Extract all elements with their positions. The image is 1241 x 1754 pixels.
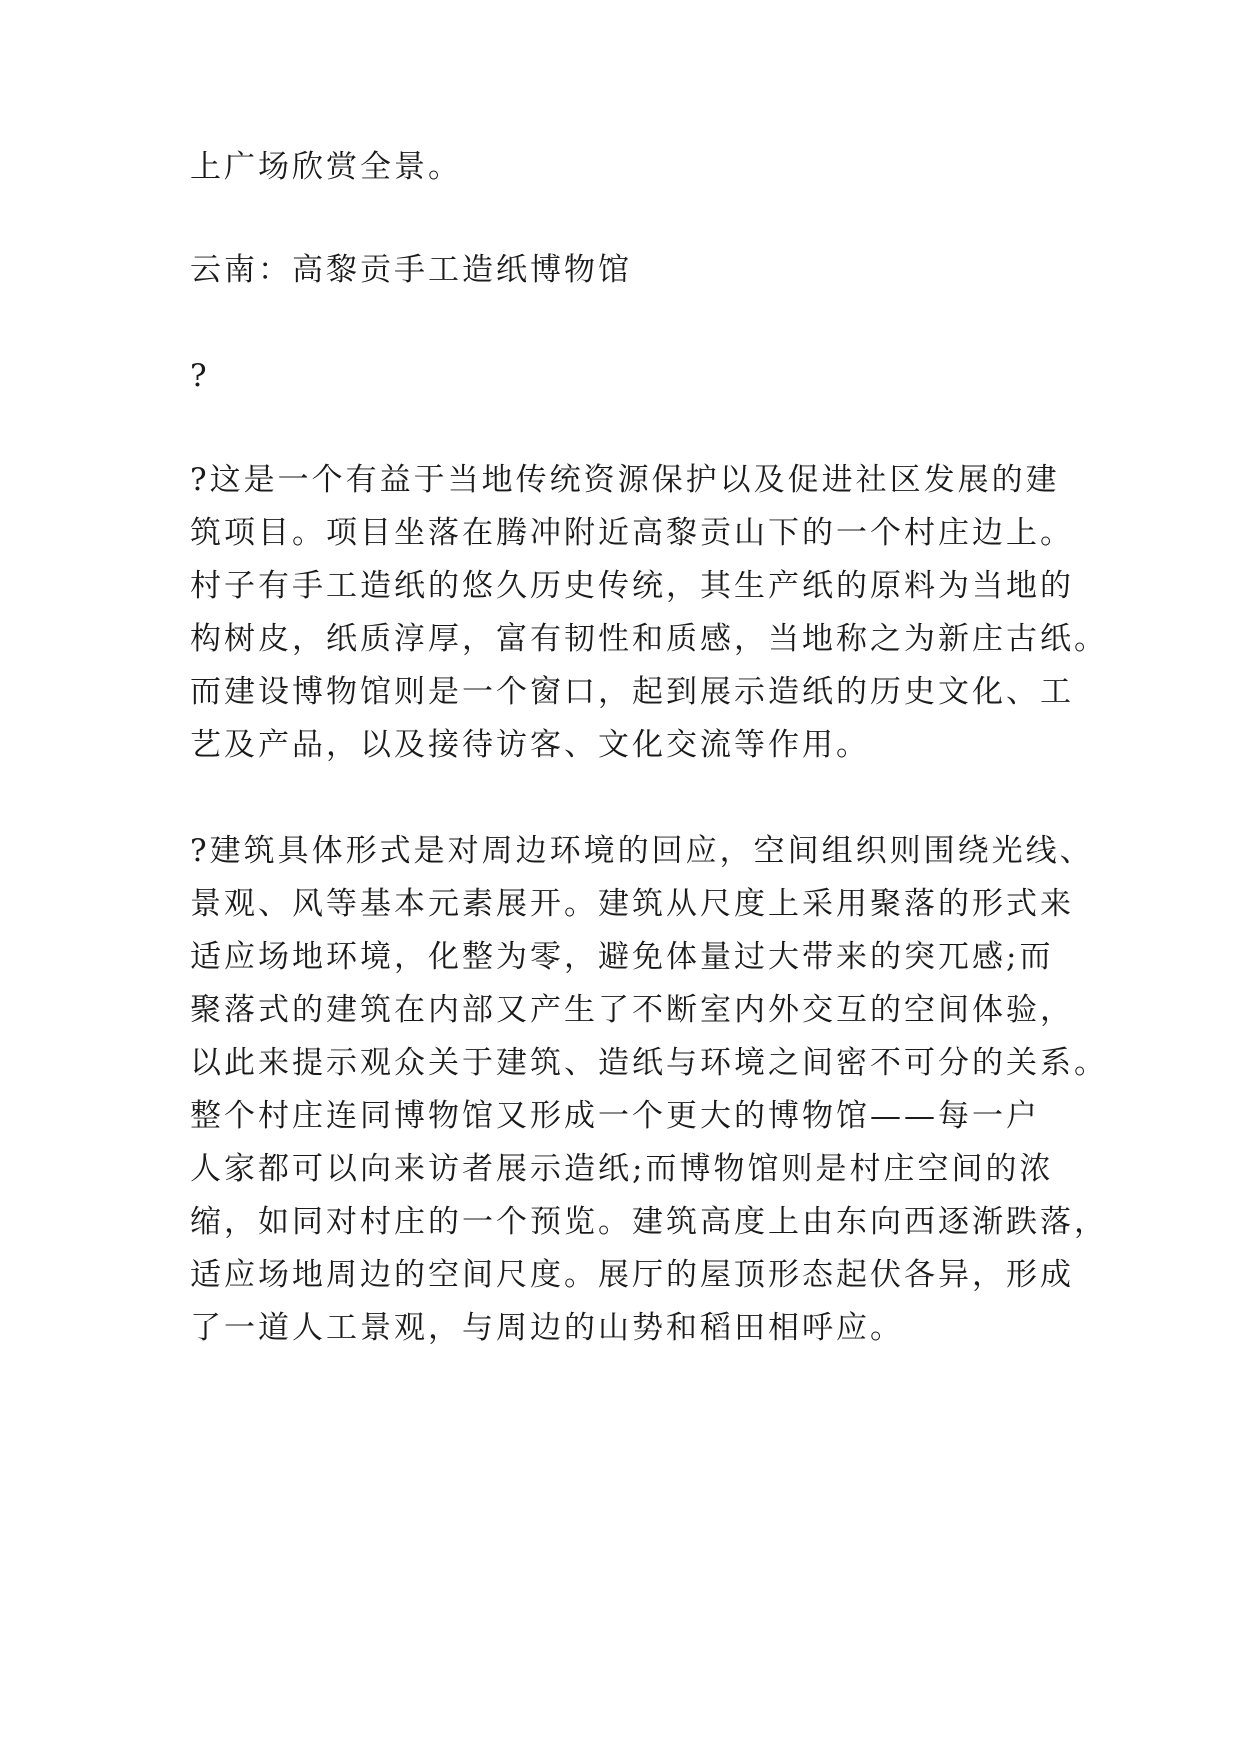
paragraph-line: 聚落式的建筑在内部又产生了不断室内外交互的空间体验， (190, 992, 1074, 1028)
paragraph-line: 了一道人工景观，与周边的山势和稻田相呼应。 (190, 1310, 904, 1346)
paragraph-line: 以此来提示观众关于建筑、造纸与环境之间密不可分的关系。 (190, 1045, 1108, 1081)
paragraph-line: 艺及产品，以及接待访客、文化交流等作用。 (190, 727, 870, 763)
paragraph-line: 而建设博物馆则是一个窗口，起到展示造纸的历史文化、工 (190, 674, 1074, 710)
paragraph-line: ?这是一个有益于当地传统资源保护以及促进社区发展的建 (190, 462, 1060, 498)
paragraph-line: 人家都可以向来访者展示造纸;而博物馆则是村庄空间的浓 (190, 1151, 1054, 1187)
paragraph-line: 适应场地环境，化整为零，避免体量过大带来的突兀感;而 (190, 939, 1054, 975)
paragraph-line: 缩，如同对村庄的一个预览。建筑高度上由东向西逐渐跌落， (190, 1204, 1108, 1240)
paragraph-line: 整个村庄连同博物馆又形成一个更大的博物馆——每一户 (190, 1098, 1040, 1134)
section-heading: 云南：高黎贡手工造纸博物馆 (190, 252, 632, 288)
paragraph-line: 村子有手工造纸的悠久历史传统，其生产纸的原料为当地的 (190, 568, 1074, 604)
paragraph-line: 景观、风等基本元素展开。建筑从尺度上采用聚落的形式来 (190, 886, 1074, 922)
placeholder-mark: ? (190, 358, 210, 394)
paragraph-line: 适应场地周边的空间尺度。展厅的屋顶形态起伏各异，形成 (190, 1257, 1074, 1293)
paragraph-line: 构树皮，纸质淳厚，富有韧性和质感，当地称之为新庄古纸。 (190, 621, 1108, 657)
paragraph-line: 筑项目。项目坐落在腾冲附近高黎贡山下的一个村庄边上。 (190, 515, 1074, 551)
paragraph-line: ?建筑具体形式是对周边环境的回应，空间组织则围绕光线、 (190, 833, 1094, 869)
intro-tail-line: 上广场欣赏全景。 (190, 149, 462, 185)
